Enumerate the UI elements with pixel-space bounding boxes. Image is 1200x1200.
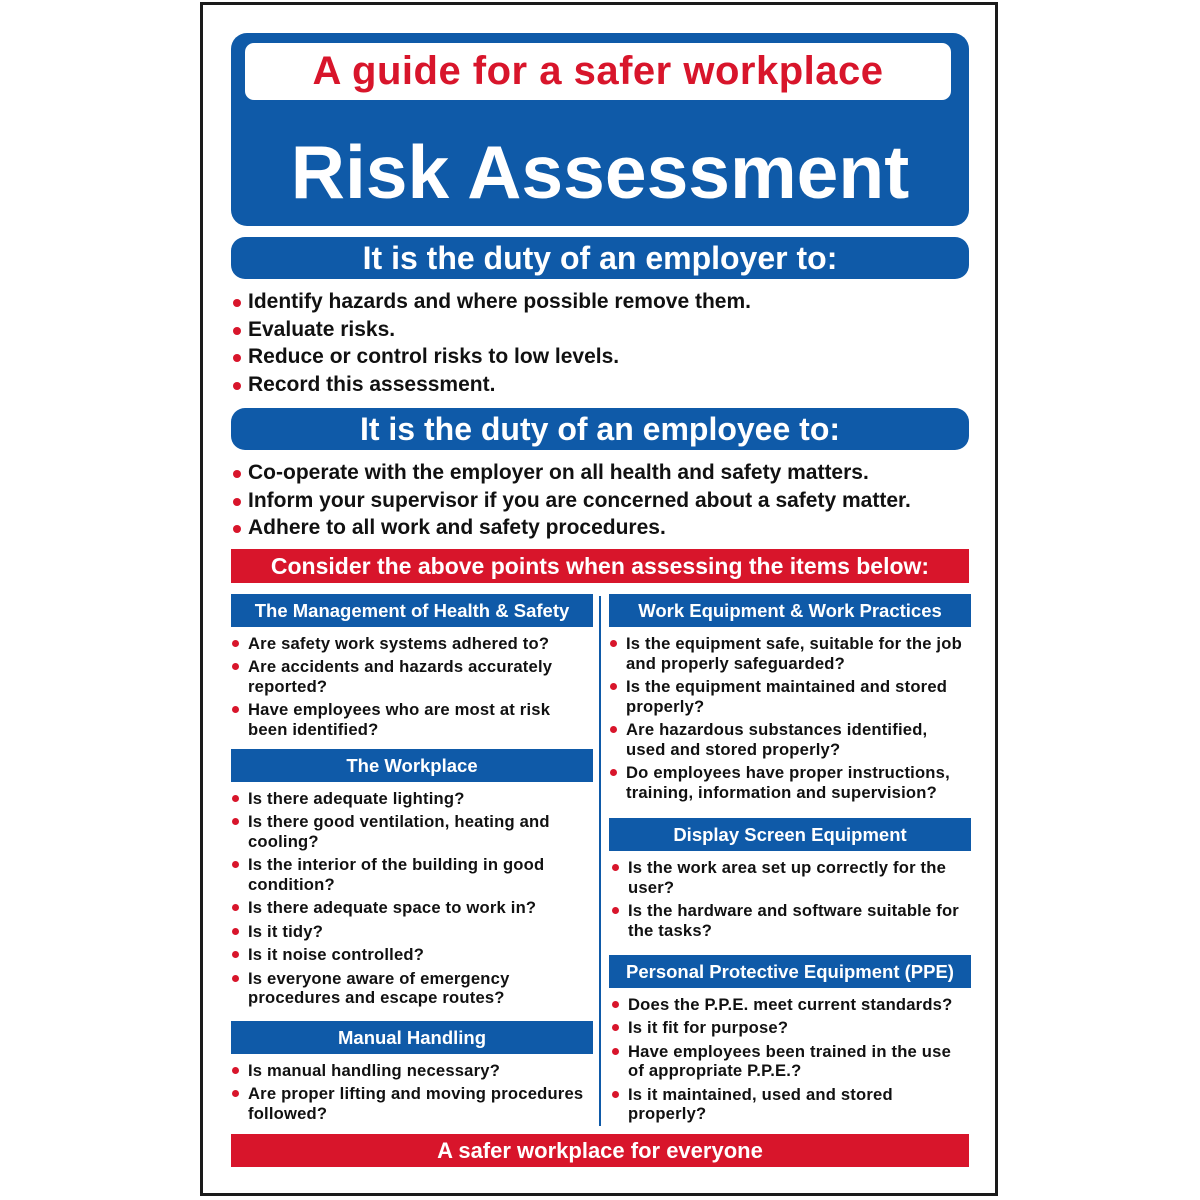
list-item: Are proper lifting and moving procedures followed? — [231, 1084, 593, 1123]
employee-duty-list — [232, 459, 972, 542]
left-column-workplace — [231, 749, 593, 1012]
section-heading-work-equipment: Work Equipment & Work Practices — [609, 594, 971, 627]
right-column — [609, 594, 971, 806]
list-item: Have employees been trained in the use of appropriate P.P.E.? — [611, 1042, 971, 1081]
list-item: Is there good ventilation, heating and cooling? — [231, 812, 593, 851]
list-item: Reduce or control risks to low levels. — [232, 343, 972, 371]
list-item: Are accidents and hazards accurately reported? — [231, 657, 593, 696]
list-item: Have employees who are most at risk been identified? — [231, 700, 593, 739]
list-item: Is the hardware and software suitable for the tasks? — [611, 901, 971, 940]
list-item: Is the equipment safe, suitable for the job and properly safeguarded? — [609, 634, 971, 673]
list-item: Evaluate risks. — [232, 316, 972, 344]
list-item: Is there adequate space to work in? — [231, 898, 593, 918]
list-item: Are hazardous substances identified, used and stored properly? — [609, 720, 971, 759]
list-item: Is manual handling necessary? — [231, 1061, 593, 1081]
list-item: Identify hazards and where possible remove them. — [232, 288, 972, 316]
question-list — [609, 634, 971, 802]
employee-heading: It is the duty of an employee to: — [231, 408, 969, 450]
list-item: Is there adequate lighting? — [231, 789, 593, 809]
consider-banner: Consider the above points when assessing the items below: — [231, 549, 969, 583]
list-item: Record this assessment. — [232, 371, 972, 399]
list-item: Is it tidy? — [231, 922, 593, 942]
column-divider — [599, 596, 601, 1126]
question-list — [231, 789, 593, 1008]
list-item: Is the equipment maintained and stored properly? — [609, 677, 971, 716]
list-item: Is the work area set up correctly for the user? — [611, 858, 971, 897]
section-heading-workplace: The Workplace — [231, 749, 593, 782]
question-list — [231, 634, 593, 740]
list-item: Does the P.P.E. meet current standards? — [611, 995, 971, 1015]
section-heading-management: The Management of Health & Safety — [231, 594, 593, 627]
right-column-ppe — [609, 955, 971, 1128]
header-title: Risk Assessment — [290, 130, 910, 214]
section-heading-display-screen: Display Screen Equipment — [609, 818, 971, 851]
list-item: Adhere to all work and safety procedures. — [232, 514, 972, 542]
right-column-display-screen — [609, 818, 971, 944]
header-subtitle: A guide for a safer workplace — [245, 43, 951, 100]
list-item: Co-operate with the employer on all health and safety matters. — [232, 459, 972, 487]
footer-banner: A safer workplace for everyone — [231, 1134, 969, 1167]
question-list — [231, 1061, 593, 1124]
left-column — [231, 594, 593, 743]
section-heading-ppe: Personal Protective Equipment (PPE) — [609, 955, 971, 988]
employer-duty-list — [232, 288, 972, 399]
section-heading-manual-handling: Manual Handling — [231, 1021, 593, 1054]
question-list — [609, 858, 971, 940]
left-column-manual-handling — [231, 1021, 593, 1127]
employer-heading: It is the duty of an employer to: — [231, 237, 969, 279]
list-item: Is it noise controlled? — [231, 945, 593, 965]
list-item: Do employees have proper instructions, training, information and supervision? — [609, 763, 971, 802]
list-item: Is it fit for purpose? — [611, 1018, 971, 1038]
list-item: Is everyone aware of emergency procedures and escape routes? — [231, 969, 593, 1008]
question-list — [609, 995, 971, 1124]
list-item: Inform your supervisor if you are concerned about a safety matter. — [232, 487, 972, 515]
list-item: Are safety work systems adhered to? — [231, 634, 593, 654]
list-item: Is it maintained, used and stored properly? — [611, 1085, 971, 1124]
list-item: Is the interior of the building in good condition? — [231, 855, 593, 894]
